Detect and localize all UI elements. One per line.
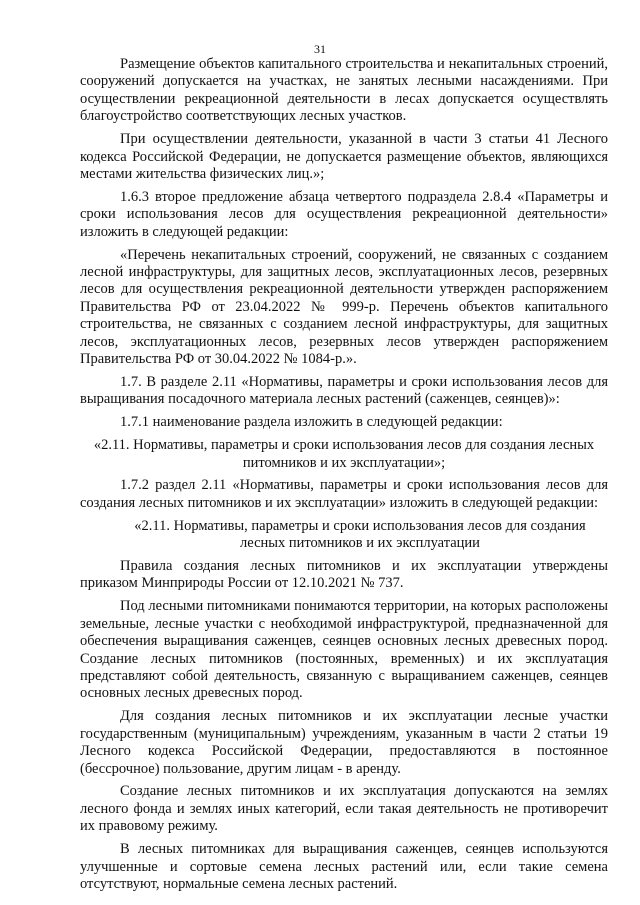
quoted-heading: «2.11. Нормативы, параметры и сроки использования лесов для создания лесных питомников и их эксплуатации»; xyxy=(93,437,595,471)
paragraph: Размещение объектов капитального строительства и некапитальных строений, сооружений допускается на участках, не занятых лесными насаждениями. При осуществлении рекреационной деятельности в лесах допускается осуществлять благоустройство соответствующих лесных участков. xyxy=(80,56,608,125)
paragraph: 1.7.2 раздел 2.11 «Нормативы, параметры и сроки использования лесов для создания лесных питомников и их эксплуатации» изложить в следующей редакции: xyxy=(80,477,608,511)
paragraph: Под лесными питомниками понимаются территории, на которых расположены земельные, лесные участки с необходимой инфраструктурой, предназначенной для обеспечения выращивания саженцев, сеянцев основных лесных древесных пород. Создание лесных питомников (постоянных, временных) и их эксплуатация представляют собой деятельность, связанную с выращиванием саженцев, сеянцев основных лесных древесных пород. xyxy=(80,598,608,702)
section-heading: «2.11. Нормативы, параметры и сроки использования лесов для создания лесных питомников и их эксплуатации xyxy=(134,517,586,552)
paragraph: Правила создания лесных питомников и их эксплуатации утверждены приказом Минприроды России от 12.10.2021 № 737. xyxy=(80,558,608,592)
paragraph: 1.7.1 наименование раздела изложить в следующей редакции: xyxy=(120,414,503,431)
page-number: 31 xyxy=(314,42,326,56)
paragraph: Для создания лесных питомников и их эксплуатации лесные участки государственным (муниципальным) учреждениям, указанным в части 2 статьи 19 Лесного кодекса Российской Федерации, предоставляются в постоянное (бессрочное) пользование, другим лицам - в аренду. xyxy=(80,708,608,777)
paragraph: При осуществлении деятельности, указанной в части 3 статьи 41 Лесного кодекса Российской Федерации, не допускается размещение объектов, являющихся местами жительства физических лиц.»; xyxy=(80,131,608,182)
paragraph: 1.7. В разделе 2.11 «Нормативы, параметры и сроки использования лесов для выращивания посадочного материала лесных растений (саженцев, сеянцев)»: xyxy=(80,373,608,408)
paragraph: «Перечень некапитальных строений, сооружений, не связанных с созданием лесной инфраструктуры, для защитных лесов, эксплуатационных лесов, резервных лесов для осуществления рекреационной деятельности утвержден распоряжением Правительства РФ от 23.04.2022 № 999-р. Перечень объектов капитального строительства, не связанных с созданием лесной инфраструктуры, для защитных лесов, эксплуатационных лесов, резервных лесов утвержден распоряжением Правительства РФ от 30.04.2022 № 1084-р.». xyxy=(80,246,608,367)
paragraph: Создание лесных питомников и их эксплуатация допускаются на землях лесного фонда и землях иных категорий, если такая деятельность не противоречит их правовому режиму. xyxy=(80,783,608,835)
paragraph: 1.6.3 второе предложение абзаца четвертого подраздела 2.8.4 «Параметры и сроки использования лесов для осуществления рекреационной деятельности» изложить в следующей редакции: xyxy=(80,188,608,240)
paragraph: В лесных питомниках для выращивания саженцев, сеянцев используются улучшенные и сортовые семена лесных растений или, если такие семена отсутствуют, нормальные семена лесных растений. xyxy=(80,841,608,892)
document-body xyxy=(80,56,608,899)
